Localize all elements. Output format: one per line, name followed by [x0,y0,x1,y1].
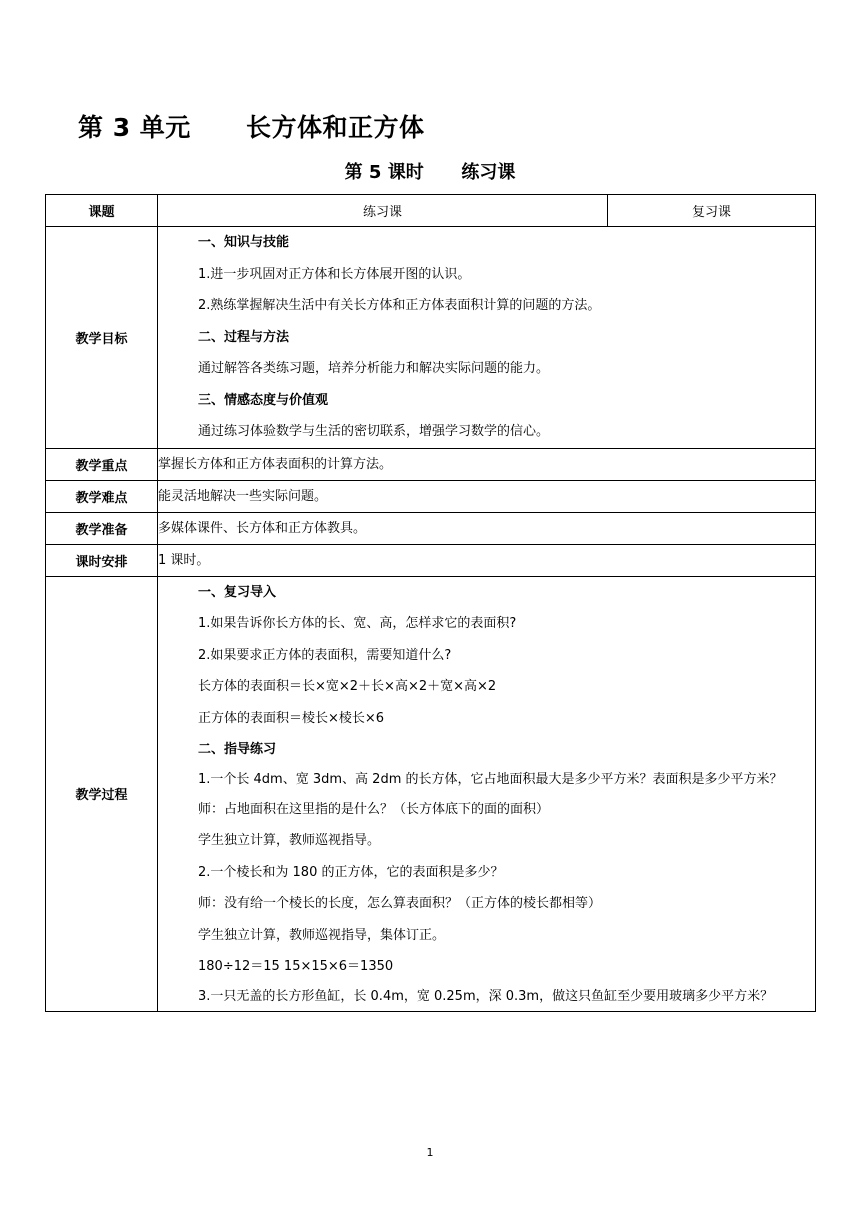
content-line: 学生独立计算，教师巡视指导。 [198,833,381,848]
process-label: 教学过程 [46,576,158,1011]
content-line: 通过练习体验数学与生活的密切联系，增强学习数学的信心。 [198,424,550,439]
preparation-label: 教学准备 [46,512,158,544]
difficulty-value: 能灵活地解决一些实际问题。 [158,480,816,512]
row-preparation [46,512,816,544]
section-heading: 一、知识与技能 [198,235,290,250]
section-heading: 三、情感态度与价值观 [198,392,329,408]
section-heading: 一、复习导入 [198,584,277,600]
unit-title: 第 3 单元 长方体和正方体 [78,113,425,142]
row-process [46,576,816,1011]
content-line: 1.如果告诉你长方体的长、宽、高，怎样求它的表面积? [198,616,517,631]
topic-label: 课题 [46,195,158,227]
content-line: 2.熟练掌握解决生活中有关长方体和正方体表面积计算的问题的方法。 [198,298,601,313]
content-line: 师：没有给一个棱长的长度，怎么算表面积？（正方体的棱长都相等） [198,896,602,911]
goals-content [158,227,816,449]
content-line: 2.一个棱长和为 180 的正方体，它的表面积是多少？ [198,864,504,880]
content-line: 正方体的表面积＝棱长×棱长×6 [198,710,385,726]
content-line: 通过解答各类练习题，培养分析能力和解决实际问题的能力。 [198,361,550,376]
preparation-value: 多媒体课件、长方体和正方体教具。 [158,512,816,544]
row-key-point [46,448,816,480]
topic-value: 练习课 [158,195,608,227]
goals-label: 教学目标 [46,227,158,449]
content-line: 学生独立计算，教师巡视指导，集体订正。 [198,927,446,943]
row-topic [46,195,816,227]
topic-type: 复习课 [608,195,816,227]
content-line: 3.一只无盖的长方形鱼缸，长 0.4m，宽 0.25m，深 0.3m，做这只鱼缸至少要用玻璃多少平方米？ [198,988,774,1004]
key-point-label: 教学重点 [46,448,158,480]
section-heading: 二、指导练习 [198,742,277,757]
key-point-value: 掌握长方体和正方体表面积的计算方法。 [158,448,816,480]
row-goals [46,227,816,449]
content-line: 2.如果要求正方体的表面积，需要知道什么? [198,647,452,663]
schedule-label: 课时安排 [46,544,158,576]
content-line: 1.进一步巩固对正方体和长方体展开图的认识。 [198,266,471,282]
page-number: 1 [426,1146,434,1159]
content-line: 180÷12＝15 15×15×6＝1350 [198,959,394,974]
content-line: 长方体的表面积＝长×宽×2＋长×高×2＋宽×高×2 [198,679,497,694]
process-content [158,576,816,1011]
schedule-value: 1 课时。 [158,544,816,576]
difficulty-label: 教学难点 [46,480,158,512]
row-schedule [46,544,816,576]
lesson-plan-table [45,194,816,1012]
content-line: 1.一个长 4dm、宽 3dm、高 2dm 的长方体，它占地面积最大是多少平方米？表面积是多少平方米？ [198,771,783,787]
section-heading: 二、过程与方法 [198,329,290,345]
lesson-title: 第 5 课时 练习课 [344,162,516,183]
row-difficulty [46,480,816,512]
content-line: 师：占地面积在这里指的是什么？（长方体底下的面的面积） [198,801,550,817]
